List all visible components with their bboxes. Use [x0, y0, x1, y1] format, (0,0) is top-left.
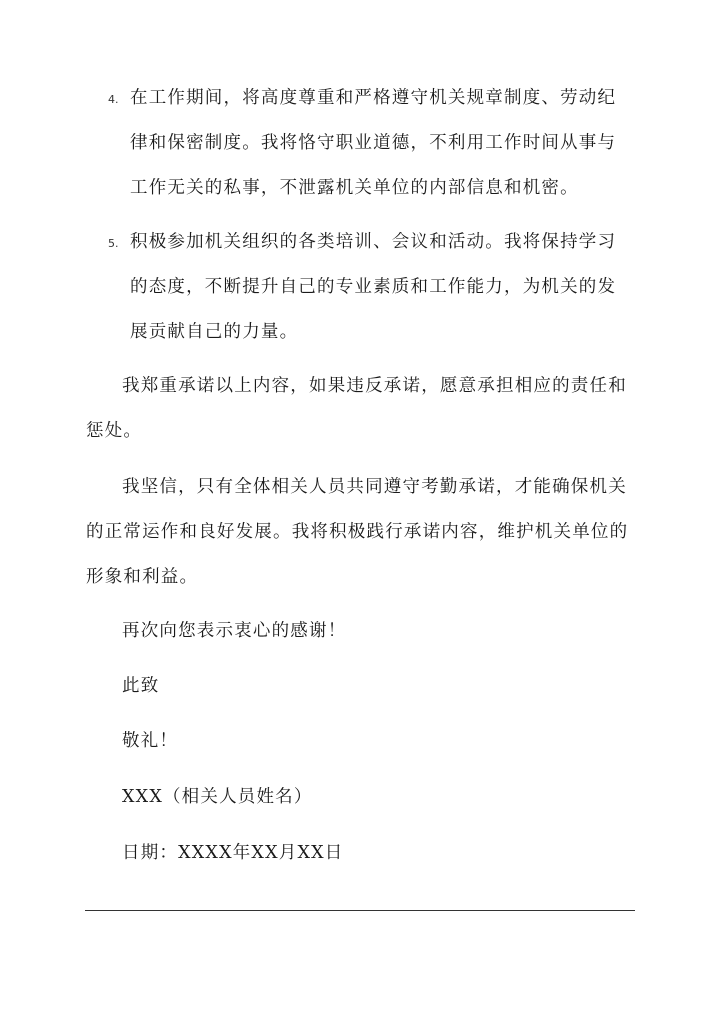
list-item-text: 在工作期间，将高度尊重和严格遵守机关规章制度、劳动纪	[130, 88, 617, 108]
footer-divider	[85, 910, 635, 911]
list-number: 4.	[108, 93, 119, 106]
list-item-text: 的态度，不断提升自己的专业素质和工作能力，为机关的发	[130, 277, 617, 297]
paragraph-line: 形象和利益。	[86, 567, 199, 587]
closing-thanks: 再次向您表示衷心的感谢！	[122, 621, 347, 641]
paragraph-line: 惩处。	[86, 421, 143, 441]
list-item-text: 展贡献自己的力量。	[130, 322, 299, 342]
list-number: 5.	[108, 237, 119, 250]
signature: XXX（相关人员姓名）	[122, 787, 313, 807]
paragraph-line: 我坚信，只有全体相关人员共同遵守考勤承诺，才能确保机关	[122, 477, 627, 497]
list-item-text: 律和保密制度。我将恪守职业道德，不利用工作时间从事与	[130, 133, 617, 153]
list-item-text: 工作无关的私事，不泄露机关单位的内部信息和机密。	[130, 178, 579, 198]
closing-salutation: 此致	[122, 676, 160, 696]
paragraph-line: 我郑重承诺以上内容，如果违反承诺，愿意承担相应的责任和	[122, 376, 627, 396]
closing-regards: 敬礼！	[122, 731, 179, 751]
paragraph-line: 的正常运作和良好发展。我将积极践行承诺内容，维护机关单位的	[86, 522, 629, 542]
list-item-text: 积极参加机关组织的各类培训、会议和活动。我将保持学习	[130, 232, 617, 252]
date-line: 日期：XXXX年XX月XX日	[122, 843, 344, 863]
